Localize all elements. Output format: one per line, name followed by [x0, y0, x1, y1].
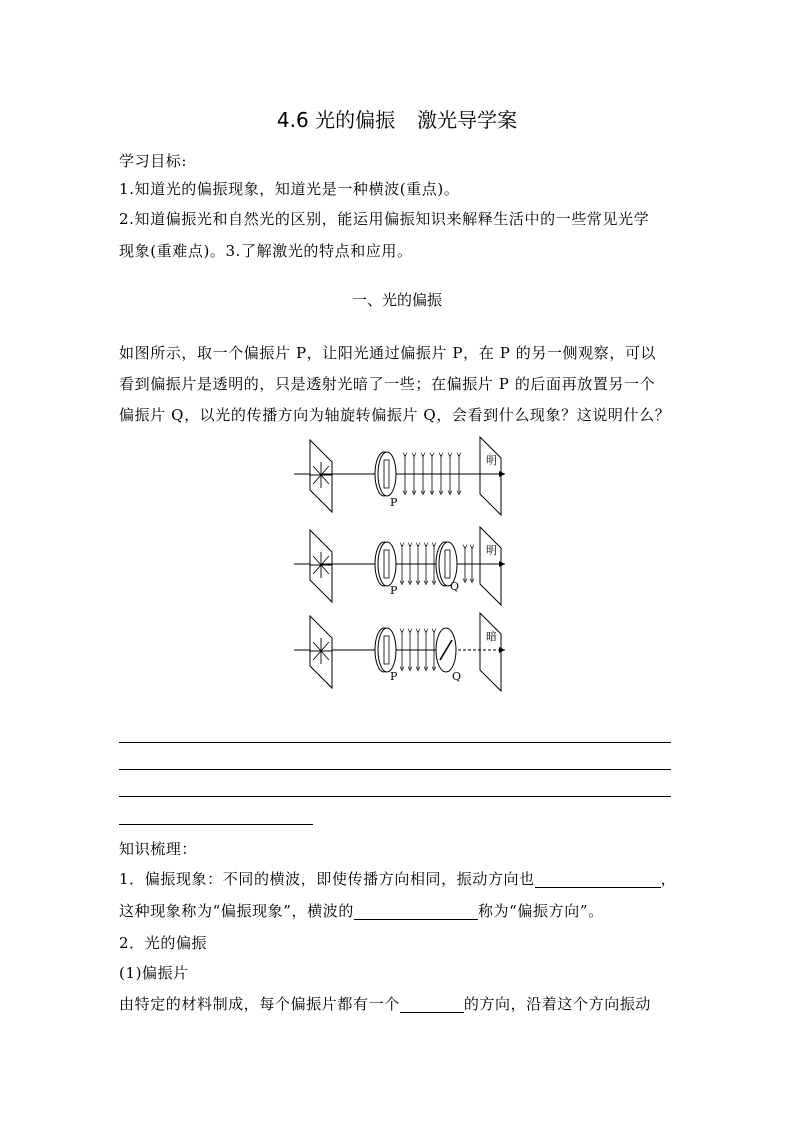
knowledge-heading: 知识梳理： — [119, 840, 198, 858]
natural-light-star-icon — [310, 552, 332, 578]
polarizer-q-rotated — [436, 628, 456, 672]
natural-light-star-icon — [310, 638, 332, 664]
objective-2-line1: 2.知道偏振光和自然光的区别，能运用偏振知识来解释生活中的一些常见光学 — [119, 210, 650, 228]
knowledge-item2-sub1: (1)偏振片 — [119, 964, 189, 982]
knowledge-item1-line1: 1．偏振现象：不同的横波，即使传播方向相同，振动方向也 ， — [119, 870, 677, 888]
observation-screen — [480, 527, 501, 605]
observation-screen — [480, 613, 501, 691]
label-q: Q — [450, 580, 460, 593]
label-q: Q — [452, 670, 462, 683]
paragraph-line1: 如图所示，取一个偏振片 P，让阳光通过偏振片 P，在 P 的另一侧观察，可以 — [119, 344, 657, 362]
fill-blank[interactable] — [354, 903, 478, 920]
objective-1: 1.知道光的偏振现象，知道光是一种横波(重点)。 — [119, 180, 460, 198]
natural-light-star-icon — [310, 462, 332, 488]
polarizer-p — [375, 628, 396, 672]
screen-label-bright: 明 — [486, 454, 497, 467]
answer-line — [119, 769, 671, 770]
objectives-heading: 学习目标: — [119, 152, 188, 170]
fill-blank[interactable] — [535, 871, 661, 888]
fill-blank[interactable] — [400, 996, 464, 1013]
setup-row-1 — [294, 437, 505, 515]
setup-row-3 — [294, 613, 505, 691]
setup-row-2 — [294, 527, 505, 605]
screen-label-dark: 暗 — [486, 630, 497, 643]
objective-2-line2: 现象(重难点)。3.了解激光的特点和应用。 — [119, 242, 413, 260]
answer-line — [119, 742, 671, 743]
title-part1: 4.6 光的偏振 — [276, 108, 396, 132]
section-heading: 一、光的偏振 — [351, 291, 442, 309]
polarizer-p — [375, 542, 396, 586]
paragraph-line2: 看到偏振片是透明的，只是透射光暗了一些；在偏振片 P 的后面再放置另一个 — [119, 375, 656, 393]
knowledge-item1-line2: 这种现象称为“偏振现象”，横波的 称为“偏振方向”。 — [119, 902, 604, 920]
label-p: P — [390, 496, 398, 509]
screen-label-bright: 明 — [486, 544, 497, 557]
observation-screen — [480, 437, 501, 515]
paragraph-line3: 偏振片 Q，以光的传播方向为轴旋转偏振片 Q，会看到什么现象？这说明什么？ — [119, 406, 671, 424]
label-p: P — [390, 670, 398, 683]
polarization-figure — [280, 432, 520, 692]
answer-line — [119, 824, 313, 825]
knowledge-item2-text: 由特定的材料制成，每个偏振片都有一个 的方向，沿着这个方向振动 — [119, 995, 652, 1013]
answer-line — [119, 796, 671, 797]
polarizer-p — [375, 452, 396, 496]
knowledge-item2: 2．光的偏振 — [119, 934, 208, 952]
page-title — [0, 104, 794, 133]
title-part2: 激光导学案 — [417, 108, 518, 132]
label-p: P — [390, 584, 398, 597]
